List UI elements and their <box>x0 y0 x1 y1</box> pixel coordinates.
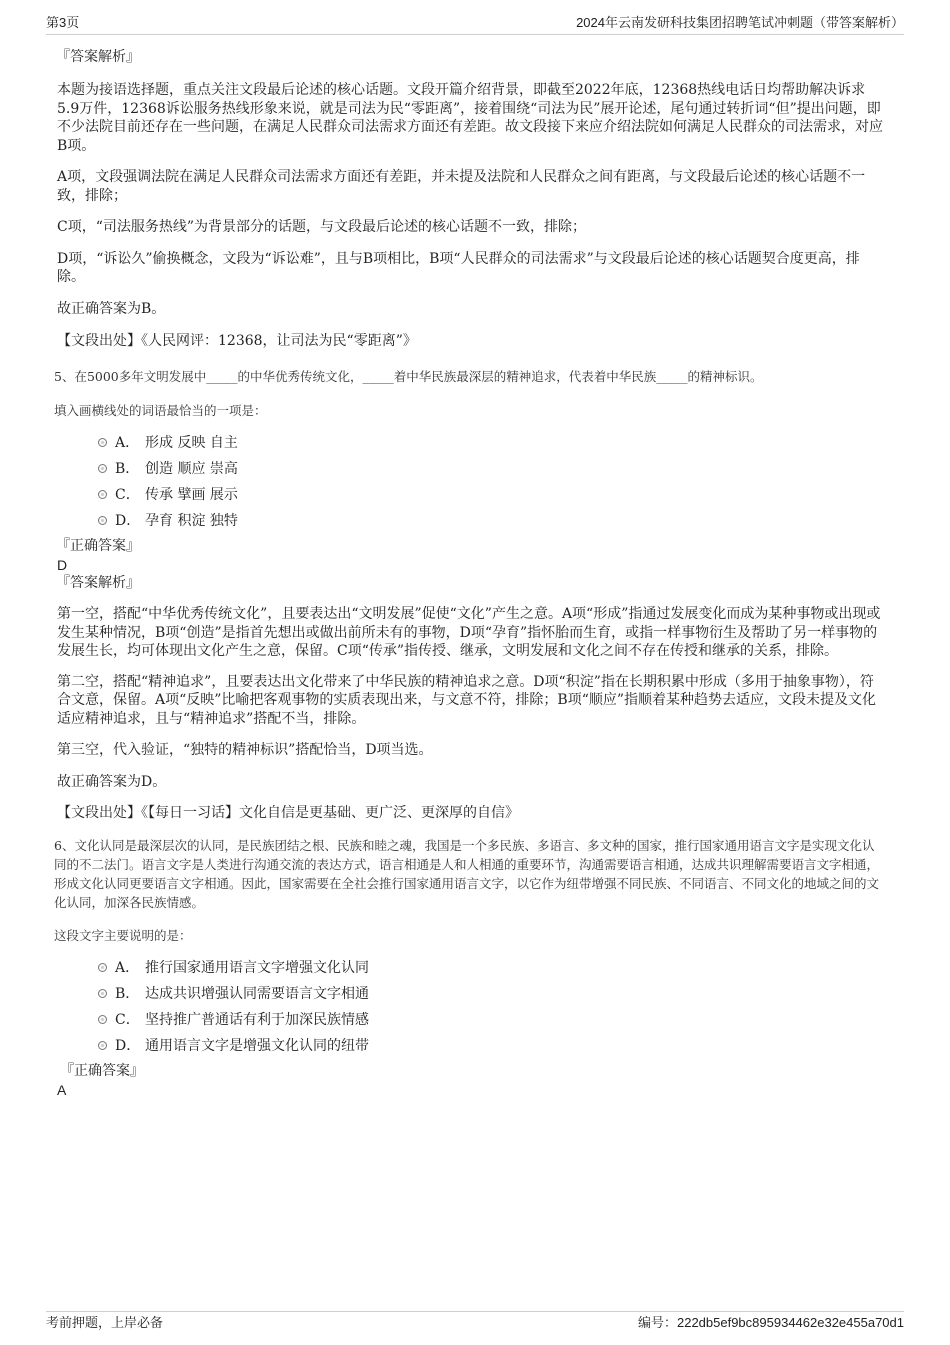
radio-icon[interactable] <box>98 464 107 473</box>
footer-slogan: 考前押题，上岸必备 <box>46 1315 164 1330</box>
q6-option-c[interactable]: C． 坚持推广普通话有利于加深民族情感 <box>57 1007 885 1033</box>
document-id: 编号：222db5ef9bc895934462e32e455a70d1 <box>637 1315 904 1330</box>
q5-stem: 5、在5000多年文明发展中_____的中华优秀传统文化，_____着中华民族最深层的精神追求，代表着中华民族_____的精神标识。 <box>54 369 763 384</box>
radio-icon[interactable] <box>98 1015 107 1024</box>
q5-analysis-paragraph: 第二空，搭配“精神追求”，且要表达出文化带来了中华民族的精神追求之意。D项“积淀”指在长期积累中形成（多用于抽象事物），符合文意，保留。A项“反映”比喻把客观事物的实质表现出来，与文意不符，排除；B项“顺应”指顺着某种趋势去适应，文段未提及文化适应精神追求，且与“精神追求”搭配不当，排除。 <box>57 673 877 727</box>
q4-analysis-paragraph: C项，“司法服务热线”为背景部分的话题，与文段最后论述的核心话题不一致，排除； <box>57 219 587 235</box>
q5-option-c[interactable]: C． 传承 擘画 展示 <box>57 482 885 508</box>
q6-answer-label: 『正确答案』 <box>60 1063 144 1079</box>
page-header <box>46 14 904 35</box>
q6-option-d[interactable]: D． 通用语言文字是增强文化认同的纽带 <box>57 1033 885 1059</box>
q4-source: 【文段出处】《人民网评：12368，让司法为民“零距离”》 <box>57 333 417 349</box>
document-title: 2024年云南发研科技集团招聘笔试冲刺题（带答案解析） <box>576 15 904 30</box>
q5-prompt: 填入画横线处的词语最恰当的一项是： <box>54 403 267 418</box>
q4-analysis-paragraph: A项，文段强调法院在满足人民群众司法需求方面还有差距，并未提及法院和人民群众之间有距离，与文段最后论述的核心话题不一致，排除； <box>57 169 866 204</box>
page-content <box>54 48 885 1099</box>
page-footer <box>46 1311 904 1336</box>
radio-icon[interactable] <box>98 1041 107 1050</box>
radio-icon[interactable] <box>98 989 107 998</box>
radio-icon[interactable] <box>98 490 107 499</box>
radio-icon[interactable] <box>98 963 107 972</box>
q5-option-d[interactable]: D． 孕育 积淀 独特 <box>57 508 885 534</box>
q5-answer: D <box>57 557 68 573</box>
q6-option-b[interactable]: B． 达成共识增强认同需要语言文字相通 <box>57 981 885 1007</box>
q6-prompt: 这段文字主要说明的是： <box>54 928 192 943</box>
radio-icon[interactable] <box>98 516 107 525</box>
q5-option-a[interactable]: A． 形成 反映 自主 <box>57 430 885 456</box>
q6-option-a[interactable]: A． 推行国家通用语言文字增强文化认同 <box>57 955 885 981</box>
q6-stem: 6、文化认同是最深层次的认同，是民族团结之根、民族和睦之魂，我国是一个多民族、多语言、多文种的国家，推行国家通用语言文字是实现文化认同的不二法门。语言文字是人类进行沟通交流的表达方式，语言相通是人和人相通的重要环节，沟通需要语言相通，达成共识理解需要语言文字相通，形成文化认同更要语言文字相通。因此，国家需要在全社会推行国家通用语言文字，以它作为纽带增强不同民族、不同语言、不同文化的地域之间的文化认同，加深各民族情感。 <box>54 838 880 910</box>
q5-option-b[interactable]: B． 创造 顺应 崇高 <box>57 456 885 482</box>
q5-analysis-paragraph: 第一空，搭配“中华优秀传统文化”，且要表达出“文明发展”促使“文化”产生之意。A项“形成”指通过发展变化而成为某种事物或出现或发生某种情况，B项“创造”是指首先想出或做出前所未有的事物，D项“孕育”指怀胎而生育，或指一样事物衍生及帮助了另一样事物的发展生长，均可体现出文化产生之意，保留。C项“传承”指传授、继承，文明发展和文化之间不存在传授和继承的关系，排除。 <box>57 606 881 659</box>
page-number: 第3页 <box>46 15 80 30</box>
q5-conclusion: 故正确答案为D。 <box>57 773 167 790</box>
q5-answer-label: 『正确答案』 <box>56 538 140 554</box>
radio-icon[interactable] <box>98 438 107 447</box>
q5-options <box>57 430 885 534</box>
q4-analysis-paragraph: 本题为接语选择题，重点关注文段最后论述的核心话题。文段开篇介绍背景，即截至2022年底，12368热线电话日均帮助解决诉求5.9万件，12368诉讼服务热线形象来说，就是司法为民“零距离”，接着围绕“司法为民”展开论述，尾句通过转折词“但”提出问题，即不少法院目前还存在一些问题，在满足人民群众司法需求方面还有差距。故文段接下来应介绍法院如何满足人民群众的司法需求，对应B项。 <box>57 82 883 154</box>
q6-answer: A <box>57 1082 67 1098</box>
q4-analysis-label: 『答案解析』 <box>56 49 140 65</box>
q5-analysis-label: 『答案解析』 <box>56 575 140 591</box>
q6-options <box>57 955 885 1059</box>
q5-analysis-paragraph: 第三空，代入验证，“独特的精神标识”搭配恰当，D项当选。 <box>57 742 433 758</box>
q4-analysis-paragraph: D项，“诉讼久”偷换概念，文段为“诉讼难”，且与B项相比，B项“人民群众的司法需求”与文段最后论述的核心话题契合度更高，排除。 <box>57 250 860 285</box>
q4-conclusion: 故正确答案为B。 <box>57 300 166 317</box>
q5-source: 【文段出处】《【每日一习话】文化自信是更基础、更广泛、更深厚的自信》 <box>57 805 519 821</box>
